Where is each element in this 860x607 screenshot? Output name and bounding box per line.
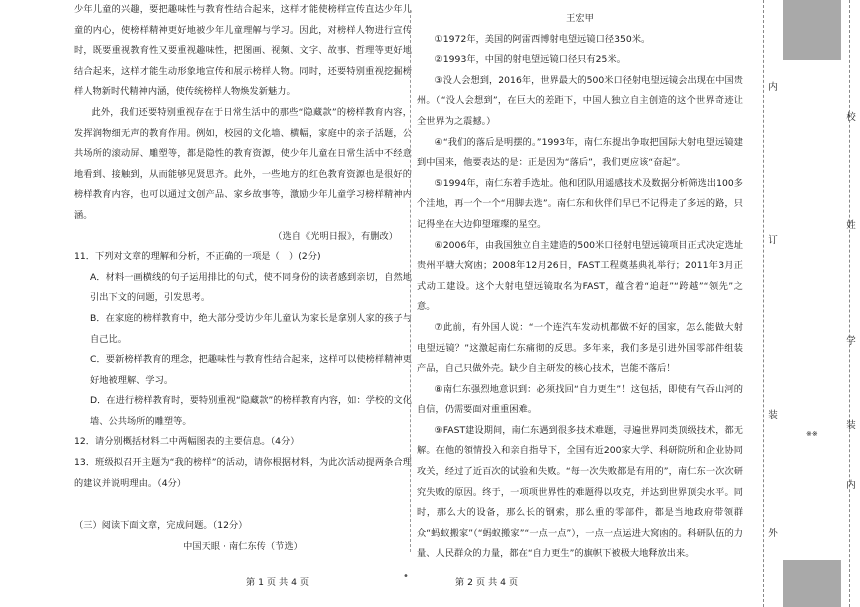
footer-dot: • [403, 571, 409, 582]
paragraph: ⑤1994年，南仁东着手选址。他和团队用遥感技术及数据分析筛选出100多个洼地，再一个一个“用脚去选”。南仁东和伙伴们早已不记得走了多远的路，只记得坐在大边仰望璀璨的星空。 [417, 177, 743, 230]
paragraph: 少年儿童的兴趣，要把趣味性与教育性结合起来，这样才能使榜样宣传直达少年儿童的内心，使榜样精神更好地被少年儿童理解与学习。因此，对榜样人物进行宣传时，既要重视教育性又要重视趣味性，把图画、视频、文字、故事、哲理等更好地结合起来，这样才能生动形象地宣传和展示榜样人物。同时，还要特别重视挖掘榜样人物新时代精神内涵，使传统榜样人物焕发新魅力。 [74, 4, 412, 98]
option-b: B．在家庭的榜样教育中，绝大部分受访少年儿童认为家长是拿别人家的孩子与自己比。 [90, 312, 412, 345]
section-header: （三）阅读下面文章，完成问题。（12分） [74, 520, 248, 532]
page-number-left: 第 1 页 共 4 页 [246, 577, 310, 588]
article-title: 中国天眼 · 南仁东传（节选） [183, 540, 303, 552]
option-d: D．在进行榜样教育时，要特别重视“隐藏款”的榜样教育内容，如：学校的文化墙、公共场所的雕塑等。 [90, 395, 412, 427]
page-number-right: 第 2 页 共 4 页 [455, 577, 519, 588]
paragraph: ⑥2006年，由我国独立自主建造的500米口径射电望远镜项目正式决定选址贵州平塘大窝凼；2008年12月26日，FAST工程奠基典礼举行；2011年3月正式动工建设。这个大射电望远镜取名为FAST，蕴含着“追赶”“跨越”“领先”之意。 [417, 239, 743, 313]
article-author: 王宏甲 [566, 13, 594, 24]
paragraph: ①1972年，美国的阿雷西博射电望远镜口径350米。 [434, 33, 651, 45]
paragraph: ②1993年，中国的射电望远镜口径只有25米。 [434, 54, 626, 66]
paragraph: ③没人会想到，2016年，世界最大的500米口径射电望远镜会出现在中国贵州。（“没人会想到”，在巨大的差距下，中国人独立自主创造的这个世界奇迹让全世界为之震撼。） [417, 74, 743, 127]
binding-char: 姓 [846, 220, 856, 231]
source-citation: （选自《光明日报》，有删改） [273, 230, 398, 242]
paragraph: ⑧南仁东强烈地意识到：必须找回“自力更生”！这包括，即使有气吞山河的自信，仍需要面对重重困难。 [417, 383, 743, 416]
binding-char: 装 [768, 410, 778, 421]
question-11: 11．下列对文章的理解和分析，不正确的一项是（ ）(2分) [74, 251, 321, 263]
binding-char: 外 [768, 528, 778, 539]
paragraph: ⑦此前，有外国人说：“一个连汽车发动机都做不好的国家，怎么能做大射电望远镜？”这激起南仁东痛彻的反思。多年来，我们多是引进外国零部件组装产品，自己只做外壳。缺少自主研发的核心技术，岂能不落后！ [417, 321, 743, 375]
binding-char: 订 [768, 235, 778, 246]
seal-mark: ※※ [806, 430, 818, 438]
option-c: C．要新榜样教育的理念，把趣味性与教育性结合起来，这样可以使榜样精神更好地被理解、学习。 [90, 354, 412, 386]
binding-char: 内 [768, 82, 778, 93]
binding-char: 学 [846, 336, 856, 347]
binding-line-outer [763, 0, 764, 607]
column-divider [410, 10, 411, 552]
binding-char: 内 [846, 480, 856, 491]
binding-gray-bar-top [783, 0, 841, 60]
question-12: 12．请分别概括材料二中两幅图表的主要信息。（4分） [74, 436, 300, 448]
left-column [74, 0, 412, 557]
binding-char: 装 [846, 420, 856, 431]
spacer [74, 494, 412, 514]
right-column [417, 0, 743, 565]
binding-line-inner [849, 0, 850, 607]
option-a: A．材料一画横线的句子运用排比的句式，使不同身份的读者感到亲切，自然地引出下文的问题，引发思考。 [90, 271, 412, 304]
paragraph: ④“我们的落后是明摆的。”1993年，南仁东提出争取把国际大射电望远镜建到中国来，他要表达的是：正是因为“落后”，我们更应该“奋起”。 [417, 136, 743, 169]
paragraph: 此外，我们还要特别重视存在于日常生活中的那些“隐藏款”的榜样教育内容，发挥润物细无声的教育作用。例如，校园的文化墙、横幅，家庭中的亲子活题，公共场所的滚动屏、雕塑等，都是隐性的教育资源，使少年儿童在日常生活中不经意地看到、接触到，从而能够见贤思齐。此外，一些地方的红色教育资源也是很好的榜样教育内容，也可以通过文创产品、家乡故事等，激励少年儿童学习榜样精神内涵。 [74, 106, 412, 221]
binding-char: 校 [846, 112, 856, 123]
paragraph: ⑨FAST建设期间，南仁东遇到很多技术难题，寻遍世界同类顶级技术，都无解。在他的領情投入和亲自指导下，全国有近200家大学、科研院所和企业协同攻关，经过了近百次的试验和失败。“每一次失败都是有用的”，南仁东一次次研究失败的原因。终于，一项项世界性的难题得以攻克，并达到世界顶尖水平。同时，那么大的设备，那么长的钢索，那么重的零部件，都是当地政府带领群众“蚂蚁搬家”（“蚂蚁搬家”“一点一点”），一点一点运进大窝凼的。科研队伍的力量、人民群众的力量，都在“自力更生”的旗帜下被极大地释放出来。 [417, 424, 743, 560]
question-13: 13．班级拟召开主题为“我的榜样”的活动，请你根据材料，为此次活动提两条合理的建议并说明理由。（4分） [74, 457, 412, 489]
binding-gray-bar-bottom [783, 560, 841, 607]
